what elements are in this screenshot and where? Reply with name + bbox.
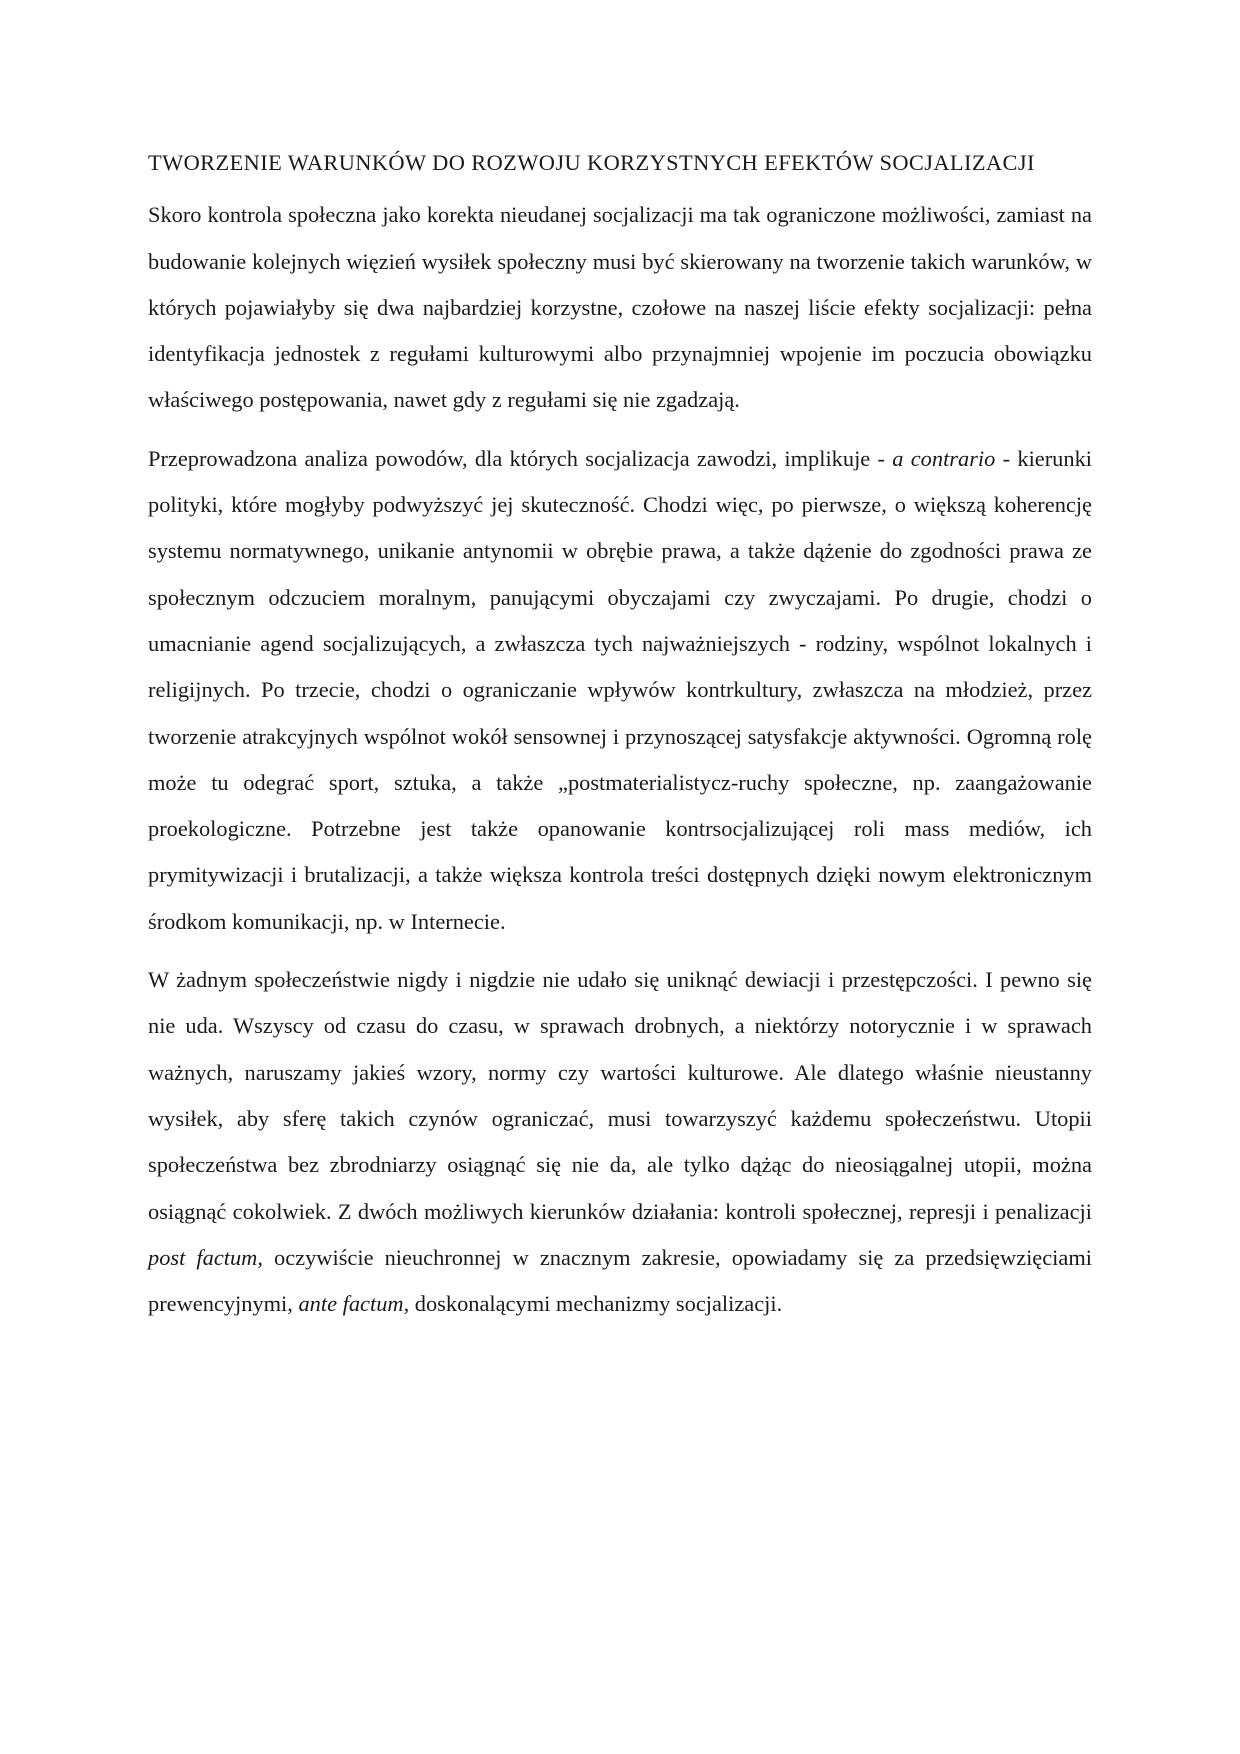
paragraph-3 bbox=[148, 957, 1092, 1327]
document-page bbox=[148, 140, 1092, 1339]
paragraph-2-text-a: Przeprowadzona analiza powodów, dla których socjalizacja zawodzi, implikuje - bbox=[148, 445, 893, 471]
paragraph-3-text-b: oczywiście nieuchronnej w znacznym zakresie, opowiadamy się za przedsięwzięciami prewencyjnymi, bbox=[148, 1244, 1092, 1317]
paragraph-2-italic: a contrario bbox=[892, 445, 996, 471]
document-title: TWORZENIE WARUNKÓW DO ROZWOJU KORZYSTNYCH EFEKTÓW SOCJALIZACJI bbox=[148, 150, 1035, 175]
paragraph-3-italic-1: post factum, bbox=[148, 1244, 263, 1270]
paragraph-3-text-c: doskonalącymi mechanizmy socjalizacji. bbox=[409, 1291, 783, 1317]
paragraph-1 bbox=[148, 192, 1092, 423]
paragraph-3-italic-2: ante factum, bbox=[298, 1291, 410, 1317]
paragraph-3-text-a: W żadnym społeczeństwie nigdy i nigdzie nie udało się uniknąć dewiacji i przestępczości. I pewno się nie uda. Wszyscy od czasu do czasu, w sprawach drobnych, a niektórzy notorycznie i w sprawach ważnych, naruszamy jakieś wzory, normy czy wartości kulturowe. Ale dlatego właśnie nieustanny wysiłek, aby sferę takich czynów ograniczać, musi towarzyszyć każdemu społeczeństwu. Utopii społeczeństwa bez zbrodniarzy osiągnąć się nie da, ale tylko dążąc do nieosiągalnej utopii, można osiągnąć cokolwiek. Z dwóch możliwych kierunków działania: kontroli społecznej, represji i penalizacji bbox=[148, 967, 1092, 1224]
paragraph-2 bbox=[148, 436, 1092, 945]
paragraph-1-text: Skoro kontrola społeczna jako korekta nieudanej socjalizacji ma tak ograniczone możliwości, zamiast na budowanie kolejnych więzień wysiłek społeczny musi być skierowany na tworzenie takich warunków, w których pojawiałyby się dwa najbardziej korzystne, czołowe na naszej liście efekty socjalizacji: pełna identyfikacja jednostek z regułami kulturowymi albo przynajmniej wpojenie im poczucia obowiązku właściwego postępowania, nawet gdy z regułami się nie zgadzają. bbox=[148, 202, 1092, 413]
paragraph-2-text-b: - kierunki polityki, które mogłyby podwyższyć jej skuteczność. Chodzi więc, po pierwsze, o większą koherencję systemu normatywnego, unikanie antynomii w obrębie prawa, a także dążenie do zgodności prawa ze społecznym odczuciem moralnym, panującymi obyczajami czy zwyczajami. Po drugie, chodzi o umacnianie agend socjalizujących, a zwłaszcza tych najważniejszych - rodziny, wspólnot lokalnych i religijnych. Po trzecie, chodzi o ograniczanie wpływów kontrkultury, zwłaszcza na młodzież, przez tworzenie atrakcyjnych wspólnot wokół sensownej i przynoszącej satysfakcje aktywności. Ogromną rolę może tu odegrać sport, sztuka, a także „postmaterialistycz-ruchy społeczne, np. zaangażowanie proekologiczne. Potrzebne jest także opanowanie kontrsocjalizującej roli mass mediów, ich prymitywizacji i brutalizacji, a także większa kontrola treści dostępnych dzięki nowym elektronicznym środkom komunikacji, np. w Internecie. bbox=[148, 445, 1092, 934]
